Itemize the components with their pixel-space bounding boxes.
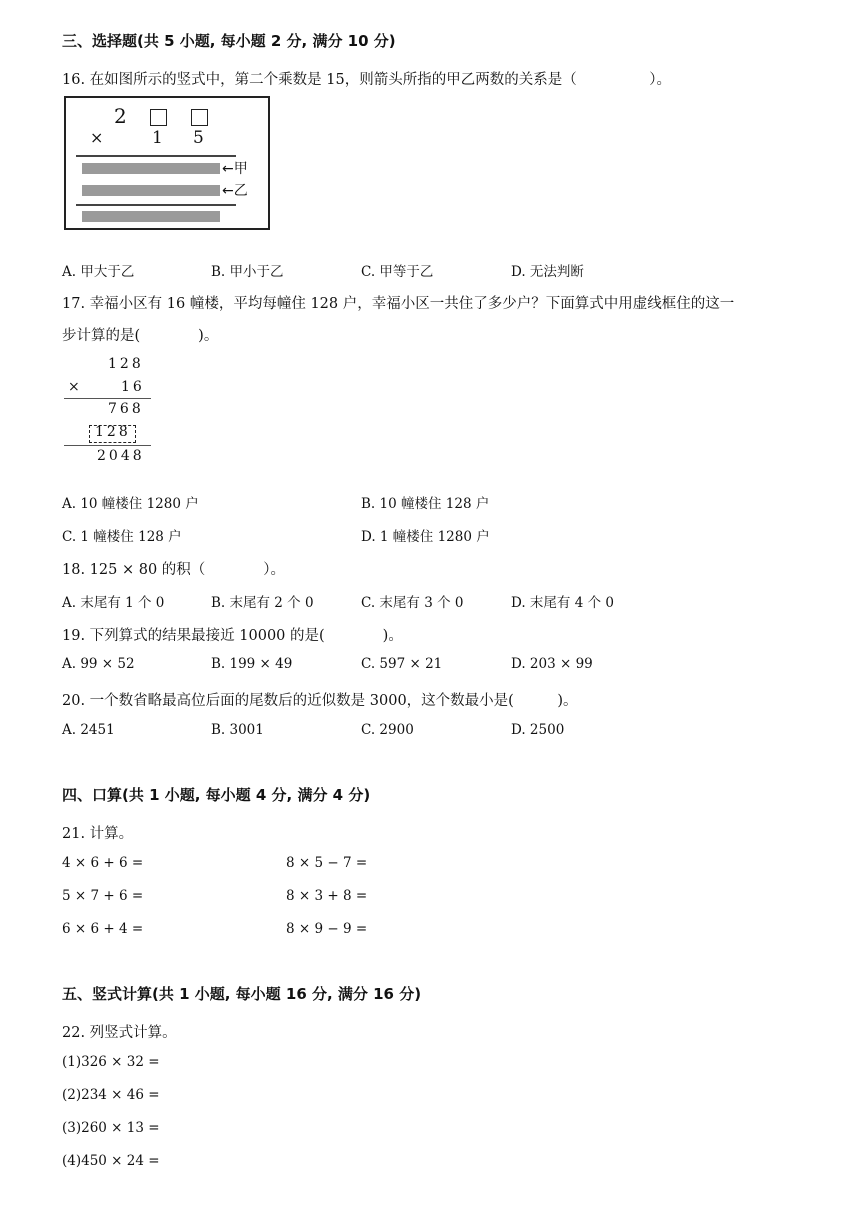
q22-item: (3)260 × 13 = <box>62 1120 160 1136</box>
q22-item: (2)234 × 46 = <box>62 1087 160 1103</box>
product: 2048 <box>97 448 145 464</box>
question-16-stem: 16. 在如图所示的竖式中，第二个乘数是 15，则箭头所指的甲乙两数的关系是（ ）。 <box>62 72 671 88</box>
label-yi: ←乙 <box>222 183 248 199</box>
q16-option-b[interactable]: B. 甲小于乙 <box>211 264 284 280</box>
figure-digit-1: 1 <box>152 128 163 148</box>
multiply-sign: × <box>68 379 80 395</box>
blank-box <box>191 109 208 126</box>
q19-option-a[interactable]: A. 99 × 52 <box>62 656 135 672</box>
question-17-stem-line2: 步计算的是( )。 <box>62 328 219 344</box>
section-title-mental-math: 四、口算(共 1 小题, 每小题 4 分, 满分 4 分) <box>62 786 371 804</box>
question-20-stem: 20. 一个数省略最高位后面的尾数后的近似数是 3000，这个数最小是( )。 <box>62 693 578 709</box>
multiplier: 16 <box>121 379 145 395</box>
q16-option-d[interactable]: D. 无法判断 <box>511 264 584 280</box>
divider-line <box>76 155 236 157</box>
blank-box <box>150 109 167 126</box>
partial-product-1: 768 <box>108 401 144 417</box>
q17-option-c[interactable]: C. 1 幢楼住 128 户 <box>62 529 182 545</box>
q20-option-d[interactable]: D. 2500 <box>511 722 565 738</box>
q22-item: (4)450 × 24 = <box>62 1153 160 1169</box>
multiplicand: 128 <box>108 356 144 372</box>
q17-option-d[interactable]: D. 1 幢楼住 1280 户 <box>361 529 490 545</box>
q18-option-a[interactable]: A. 末尾有 1 个 0 <box>62 595 165 611</box>
question-16-figure <box>64 96 270 230</box>
q20-option-b[interactable]: B. 3001 <box>211 722 264 738</box>
question-18-stem: 18. 125 × 80 的积（ ）。 <box>62 562 286 578</box>
divider-line <box>64 445 151 446</box>
partial-product-2: 128 <box>95 424 131 440</box>
divider-line <box>64 398 151 399</box>
divider-line <box>76 204 236 206</box>
multiply-sign: × <box>90 128 104 147</box>
question-19-stem: 19. 下列算式的结果最接近 10000 的是( )。 <box>62 628 403 644</box>
q22-item: (1)326 × 32 = <box>62 1054 160 1070</box>
question-22-stem: 22. 列竖式计算。 <box>62 1025 177 1041</box>
q21-item: 6 × 6 + 4 = <box>62 921 144 937</box>
q18-option-c[interactable]: C. 末尾有 3 个 0 <box>361 595 464 611</box>
question-17-stem-line1: 17. 幸福小区有 16 幢楼，平均每幢住 128 户，幸福小区一共住了多少户？下面算式中用虚线框住的这一 <box>62 296 735 312</box>
section-title-choice: 三、选择题(共 5 小题, 每小题 2 分, 满分 10 分) <box>62 32 396 50</box>
section-title-vertical-calc: 五、竖式计算(共 1 小题, 每小题 16 分, 满分 16 分) <box>62 985 422 1003</box>
q17-option-a[interactable]: A. 10 幢楼住 1280 户 <box>62 496 199 512</box>
question-21-stem: 21. 计算。 <box>62 826 134 842</box>
q19-option-c[interactable]: C. 597 × 21 <box>361 656 443 672</box>
question-17-figure <box>62 352 157 470</box>
partial-product-bar-yi <box>82 185 220 196</box>
q19-option-d[interactable]: D. 203 × 99 <box>511 656 593 672</box>
q20-option-a[interactable]: A. 2451 <box>62 722 115 738</box>
q17-option-b[interactable]: B. 10 幢楼住 128 户 <box>361 496 490 512</box>
q21-item: 4 × 6 + 6 = <box>62 855 144 871</box>
label-jia: ←甲 <box>222 161 248 177</box>
figure-digit-5: 5 <box>193 128 204 148</box>
q21-item: 8 × 5 − 7 = <box>286 855 368 871</box>
q20-option-c[interactable]: C. 2900 <box>361 722 414 738</box>
q21-item: 8 × 9 − 9 = <box>286 921 368 937</box>
figure-digit-2: 2 <box>114 104 127 128</box>
q21-item: 5 × 7 + 6 = <box>62 888 144 904</box>
q18-option-b[interactable]: B. 末尾有 2 个 0 <box>211 595 314 611</box>
q19-option-b[interactable]: B. 199 × 49 <box>211 656 293 672</box>
q16-option-c[interactable]: C. 甲等于乙 <box>361 264 434 280</box>
product-bar <box>82 211 220 222</box>
partial-product-bar-jia <box>82 163 220 174</box>
q21-item: 8 × 3 + 8 = <box>286 888 368 904</box>
q18-option-d[interactable]: D. 末尾有 4 个 0 <box>511 595 614 611</box>
q16-option-a[interactable]: A. 甲大于乙 <box>62 264 135 280</box>
